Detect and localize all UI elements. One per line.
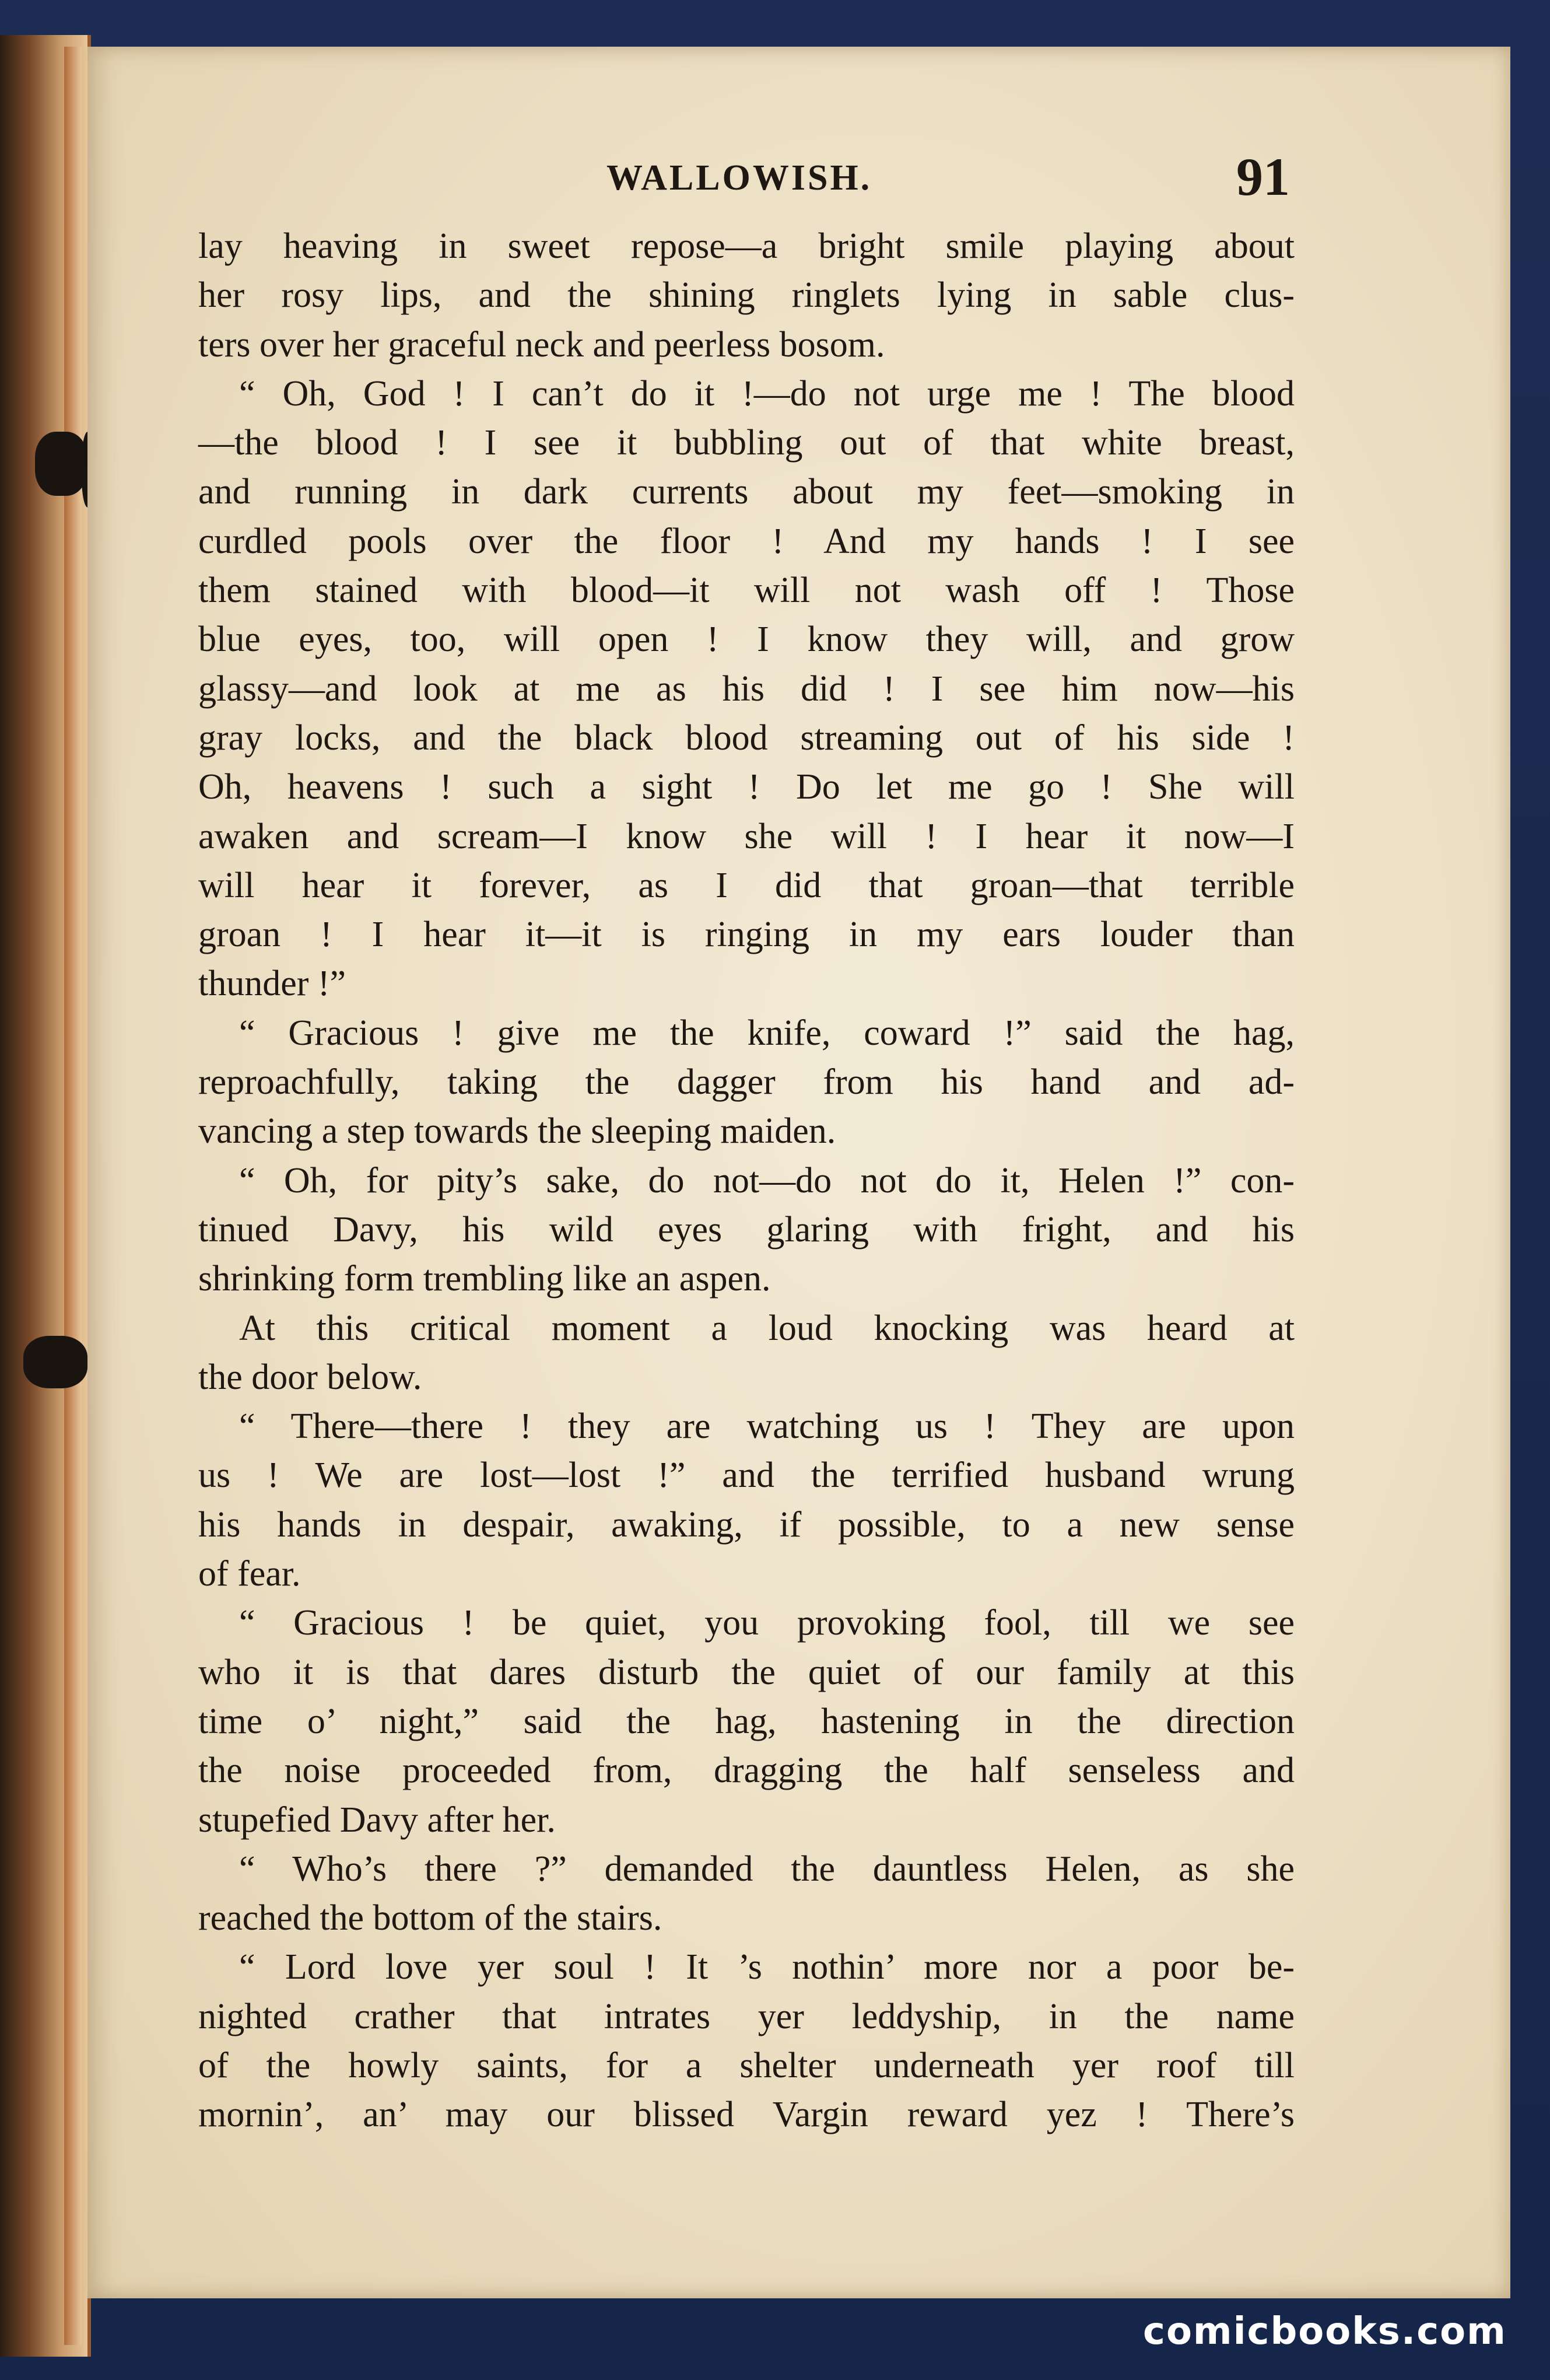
binding-page-edge xyxy=(64,47,82,2345)
text-line: awaken and scream—I know she will ! I hear it now—I xyxy=(198,816,1295,856)
text-line: and running in dark currents about my feet—smoking in xyxy=(198,472,1295,512)
binding-stitch xyxy=(23,1336,87,1388)
text-line: the door below. xyxy=(198,1357,422,1397)
text-line: will hear it forever, as I did that groan—that terrible xyxy=(198,865,1295,905)
page-number: 91 xyxy=(1236,147,1290,206)
binding-stitch xyxy=(35,432,87,496)
text-line: time o’ night,” said the hag, hastening in the direction xyxy=(198,1701,1295,1741)
text-line: “ There—there ! they are watching us ! They are upon xyxy=(239,1406,1295,1447)
text-line: stupefied Davy after her. xyxy=(198,1800,556,1840)
text-line: who it is that dares disturb the quiet of our family at this xyxy=(198,1652,1295,1692)
text-line: Oh, heavens ! such a sight ! Do let me go ! She will xyxy=(198,767,1295,807)
text-line: us ! We are lost—lost !” and the terrified husband wrung xyxy=(198,1455,1295,1496)
text-line: curdled pools over the floor ! And my hands ! I see xyxy=(198,521,1295,561)
text-line: them stained with blood—it will not wash off ! Those xyxy=(198,570,1295,611)
text-line: the noise proceeded from, dragging the half senseless and xyxy=(198,1751,1295,1791)
text-line: “ Gracious ! give me the knife, coward !” said the hag, xyxy=(239,1013,1295,1053)
text-line: shrinking form trembling like an aspen. xyxy=(198,1259,771,1299)
text-line: glassy—and look at me as his did ! I see him now—his xyxy=(198,668,1295,709)
text-line: gray locks, and the black blood streaming out of his side ! xyxy=(198,718,1295,758)
text-line: groan ! I hear it—it is ringing in my ears louder than xyxy=(198,915,1295,955)
text-line: —the blood ! I see it bubbling out of that white breast, xyxy=(198,423,1295,463)
text-line: her rosy lips, and the shining ringlets lying in sable clus- xyxy=(198,275,1295,316)
text-line: “ Who’s there ?” demanded the dauntless Helen, as she xyxy=(239,1849,1295,1889)
text-line: At this critical moment a loud knocking was heard at xyxy=(239,1308,1295,1348)
text-line: lay heaving in sweet repose—a bright smile playing about xyxy=(198,226,1295,266)
watermark: comicbooks.com xyxy=(1143,2310,1507,2353)
text-line: “ Oh, for pity’s sake, do not—do not do it, Helen !” con- xyxy=(239,1160,1295,1200)
body-text xyxy=(198,222,1295,2140)
text-line: reproachfully, taking the dagger from his hand and ad- xyxy=(198,1062,1295,1102)
text-line: “ Lord love yer soul ! It ’s nothin’ more nor a poor be- xyxy=(239,1947,1295,1987)
text-line: blue eyes, too, will open ! I know they will, and grow xyxy=(198,620,1295,660)
text-line: reached the bottom of the stairs. xyxy=(198,1898,662,1938)
text-line: of fear. xyxy=(198,1554,301,1594)
text-line: nighted crather that intrates yer leddyship, in the name xyxy=(198,1996,1295,2036)
text-line: his hands in despair, awaking, if possible, to a new sense xyxy=(198,1504,1295,1545)
text-line: ters over her graceful neck and peerless bosom. xyxy=(198,324,885,365)
running-head: WALLOWISH. xyxy=(606,158,872,198)
text-line: “ Gracious ! be quiet, you provoking fool, till we see xyxy=(239,1603,1295,1643)
text-line: “ Oh, God ! I can’t do it !—do not urge me ! The blood xyxy=(239,373,1295,414)
text-line: of the howly saints, for a shelter underneath yer roof till xyxy=(198,2045,1295,2085)
text-line: tinued Davy, his wild eyes glaring with fright, and his xyxy=(198,1209,1295,1250)
text-line: thunder !” xyxy=(198,964,346,1004)
text-line: mornin’, an’ may our blissed Vargin reward yez ! There’s xyxy=(198,2095,1295,2135)
text-line: vancing a step towards the sleeping maiden. xyxy=(198,1111,836,1152)
